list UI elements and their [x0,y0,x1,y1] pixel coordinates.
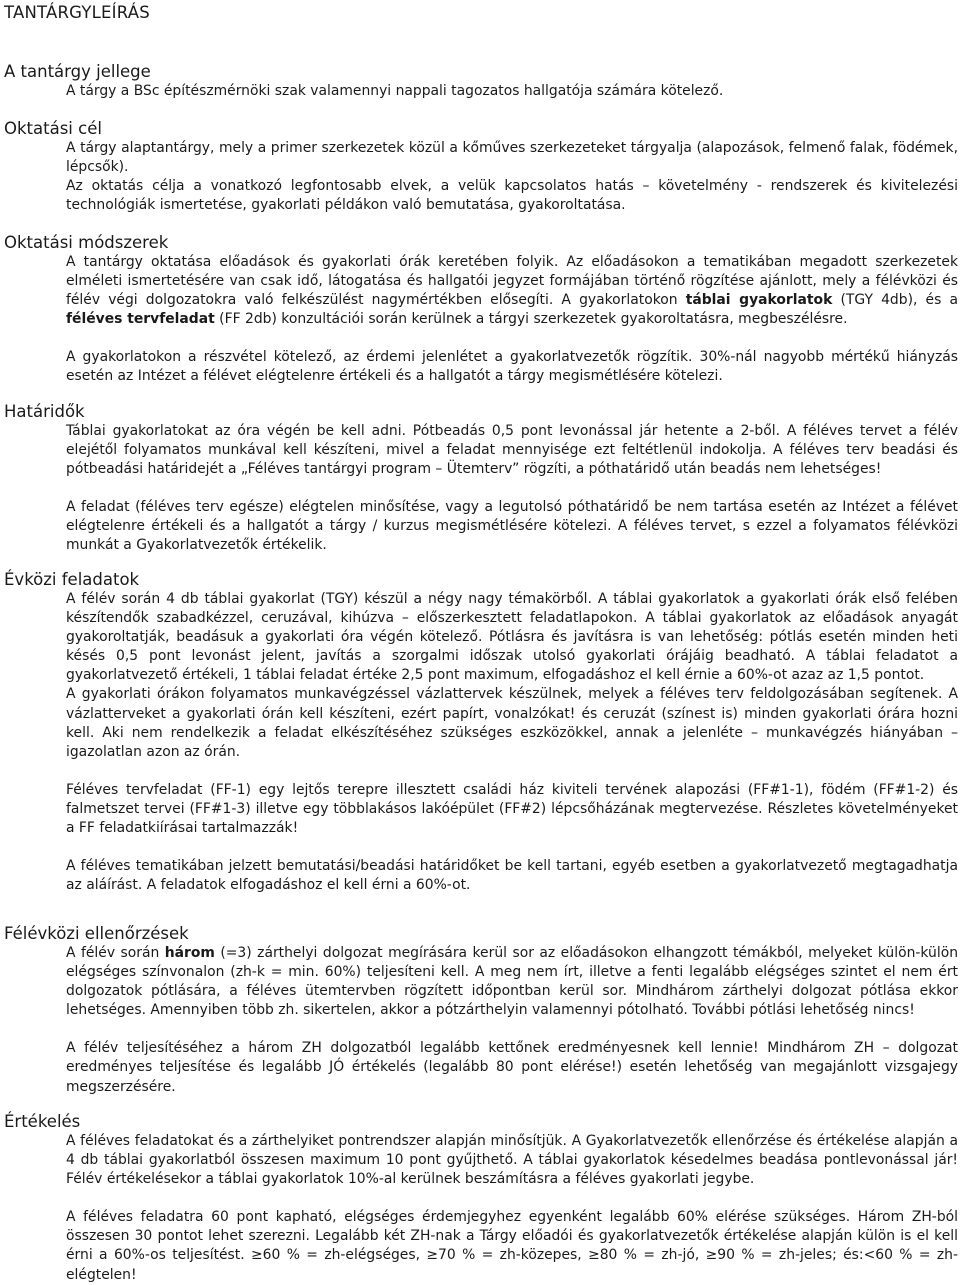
section-heading-cel: Oktatási cél [4,119,102,138]
bold-term-harom: három [164,945,215,961]
paragraph: A gyakorlati órákon folyamatos munkavégzéssel vázlattervek készülnek, melyek a féléves terv feldolgozásában segítenek. A vázlatterveket a gyakorlati órán kell készíteni, ezért papírt, vonalzókat! és ceruzát (színest is) minden gyakorlati órára hozni kell. Aki nem rendelkezik a feladat elkészítéséhez szükséges eszközökkel, annak a jelenléte – munkavégzés hiányában – igazolatlan azon az órán. [66,686,958,760]
section-body-hataridok [66,422,958,556]
paragraph: A gyakorlatokon a részvétel kötelező, az érdemi jelenlétet a gyakorlatvezetők rögzítik. 30%-nál nagyobb mértékű hiányzás esetén az Intézet a félévet elégtelenre értékeli és a hallgatót a tárgy megismétlésére kötelezi. [66,349,958,385]
section-body-evkozi [66,590,958,895]
paragraph: A tárgy alaptantárgy, mely a primer szerkezetek közül a kőműves szerkezeteket tárgyalja (alapozások, felmenő falak, födémek, lépcsők). [66,140,958,176]
paragraph: A féléves feladatokat és a zárthelyiket pontrendszer alapján minősítjük. A Gyakorlatvezetők ellenőrzése és értékelése alapján a 4 db táblai gyakorlatból összesen maximum 10 pont gyűjthető. A táblai gyakorlatok késedelmes beadása pontlevonással jár! Félév értékelésekor a táblai gyakorlatok 10%-al kerülnek beszámításra a féléves gyakorlati jegybe. [66,1133,958,1188]
section-heading-ertekeles: Értékelés [4,1112,81,1131]
section-heading-hataridok: Határidők [4,402,85,421]
paragraph: Az oktatás célja a vonatkozó legfontosabb elvek, a velük kapcsolatos hatás – követelmény - rendszerek és kivitelezési technológiák ismertetése, gyakorlati példákon való bemutatása, gyakoroltatása. [66,178,958,214]
paragraph: A félév során három (=3) zárthelyi dolgozat megírására kerül sor az előadásokon elhangzott témákból, melyeket külön-külön elégséges színvonalon (zh-k = min. 60%) teljesíteni kell. A meg nem írt, illetve a fenti legalább elégséges szintet el nem ért dolgozatok pótlására, a féléves ütemtervben rögzített időpontban kerül sor. Mindhárom zárthelyi dolgozat pótlása ekkor lehetséges. Amennyiben több zh. sikertelen, akkor a pótzárthelyin valamennyi pótolható. További pótlási lehetőség nincs! [66,945,958,1019]
paragraph: A félév teljesítéséhez a három ZH dolgozatból legalább kettőnek eredményesnek kell lennie! Mindhárom ZH – dolgozat eredményes teljesítése és legalább JÓ értékelés (legalább 80 pont elérése!) esetén lehetőség van megajánlott vizsgajegy megszerzésére. [66,1040,958,1095]
section-body-cel [66,139,958,215]
section-heading-jelleg: A tantárgy jellege [4,62,151,81]
paragraph: A tantárgy oktatása előadások és gyakorlati órák keretében folyik. Az előadásokon a tematikában megadott szerkezetek elméleti ismertetésére van csak idő, látogatása és hallgatói jegyzet formájában történő rögzítése ajánlott, mely a félévközi és félév végi dolgozatokra való felkészülést nagymértékben elősegíti. A gyakorlatokon táblai gyakorlatok (TGY 4db), és a féléves tervfeladat (FF 2db) konzultációi során kerülnek a tárgyi szerkezetek gyakoroltatásra, megbeszélésre. [66,254,959,328]
bold-term-feleves-tervfeladat: féléves tervfeladat [66,311,215,328]
paragraph: A feladat (féléves terv egésze) elégtelen minősítése, vagy a legutolsó póthatáridő be nem tartása esetén az Intézet a félévet elégtelenre értékeli és a hallgatót a tárgy / kurzus megismétlésére kötelezi. A féléves tervet, s ezzel a folyamatos félévközi munkát a Gyakorlatvezetők értékelik. [66,499,958,554]
section-heading-ellenorzes: Félévközi ellenőrzések [4,924,189,943]
bold-term-tablai-gyakorlatok: táblai gyakorlatok [685,292,833,309]
paragraph: A féléves tematikában jelzett bemutatási/beadási határidőket be kell tartani, egyéb esetben a gyakorlatvezető megtagadhatja az aláírást. A feladatok elfogadáshoz el kell érni a 60%-ot. [66,858,958,894]
section-modszerek [4,233,958,387]
section-heading-evkozi: Évközi feladatok [4,570,140,589]
section-hataridok [4,402,958,556]
paragraph: A tárgy a BSc építészmérnöki szak valamennyi nappali tagozatos hallgatója számára kötelező. [66,83,724,99]
section-evkozi [4,570,958,895]
paragraph: Féléves tervfeladat (FF-1) egy lejtős terepre illesztett családi ház kiviteli tervének alapozási (FF#1-1), födém (FF#1-2) és falmetszet tervei (FF#1-3) illetve egy többlakásos lakóépület (FF#2) lépcsőházának megtervezése. Részletes követelményeket a FF feladatkiírásai tartalmazzák! [66,781,958,837]
section-ertekeles [4,1112,958,1285]
section-body-jelleg [66,82,958,101]
section-ellenorzes [4,924,958,1097]
section-jelleg [4,62,958,101]
section-cel [4,119,958,215]
document-title: TANTÁRGYLEÍRÁS [4,3,150,22]
section-body-ertekeles [66,1132,958,1285]
paragraph: A féléves feladatra 60 pont kapható, elégséges érdemjegyhez egyenként legalább 60% elérése szükséges. Három ZH-ból összesen 30 pontot lehet szerezni. Legalább két ZH-nak a Tárgy előadói és gyakorlatvezetők értékelése alapján külön is el kell érni a 60%-os teljesítést. ≥60 % = zh-elégséges, ≥70 % = zh-közepes, ≥80 % = zh-jó, ≥90 % = zh-jeles; és:<60 % = zh-elégtelen! [66,1209,958,1283]
section-body-ellenorzes [66,944,958,1097]
section-heading-modszerek: Oktatási módszerek [4,233,169,252]
section-body-modszerek [66,253,958,387]
paragraph: Táblai gyakorlatokat az óra végén be kell adni. Pótbeadás 0,5 pont levonással jár hetente a 2-ből. A féléves tervet a félév elejétől folyamatos munkával kell készíteni, mivel a feladat mennyisége ezt feltétlenül indokolja. A féléves terv beadási és pótbeadási határidejét a „Féléves tantárgyi program – Ütemterv” rögzíti, a póthatáridő után beadás nem lehetséges! [66,423,958,478]
paragraph: A félév során 4 db táblai gyakorlat (TGY) készül a négy nagy témakörből. A táblai gyakorlatok a gyakorlati órák első felében készítendők szabadkézzel, ceruzával, kihúzva – előszerkesztett feladatlapokon. A táblai gyakorlatok az előadások anyagát gyakoroltatják, beadásuk a gyakorlati óra végén kötelező. Pótlásra és javításra is van lehetőség: pótlás esetén minden heti késés 0,5 pont levonást jelent, javítás a szorgalmi időszak utolsó gyakorlati órájáig beadható. A táblai feladatot a gyakorlatvezető értékeli, 1 táblai feladat értéke 2,5 pont maximum, elfogadáshoz el kell érnie a 60%-ot azaz az 1,5 pontot. [66,591,958,684]
